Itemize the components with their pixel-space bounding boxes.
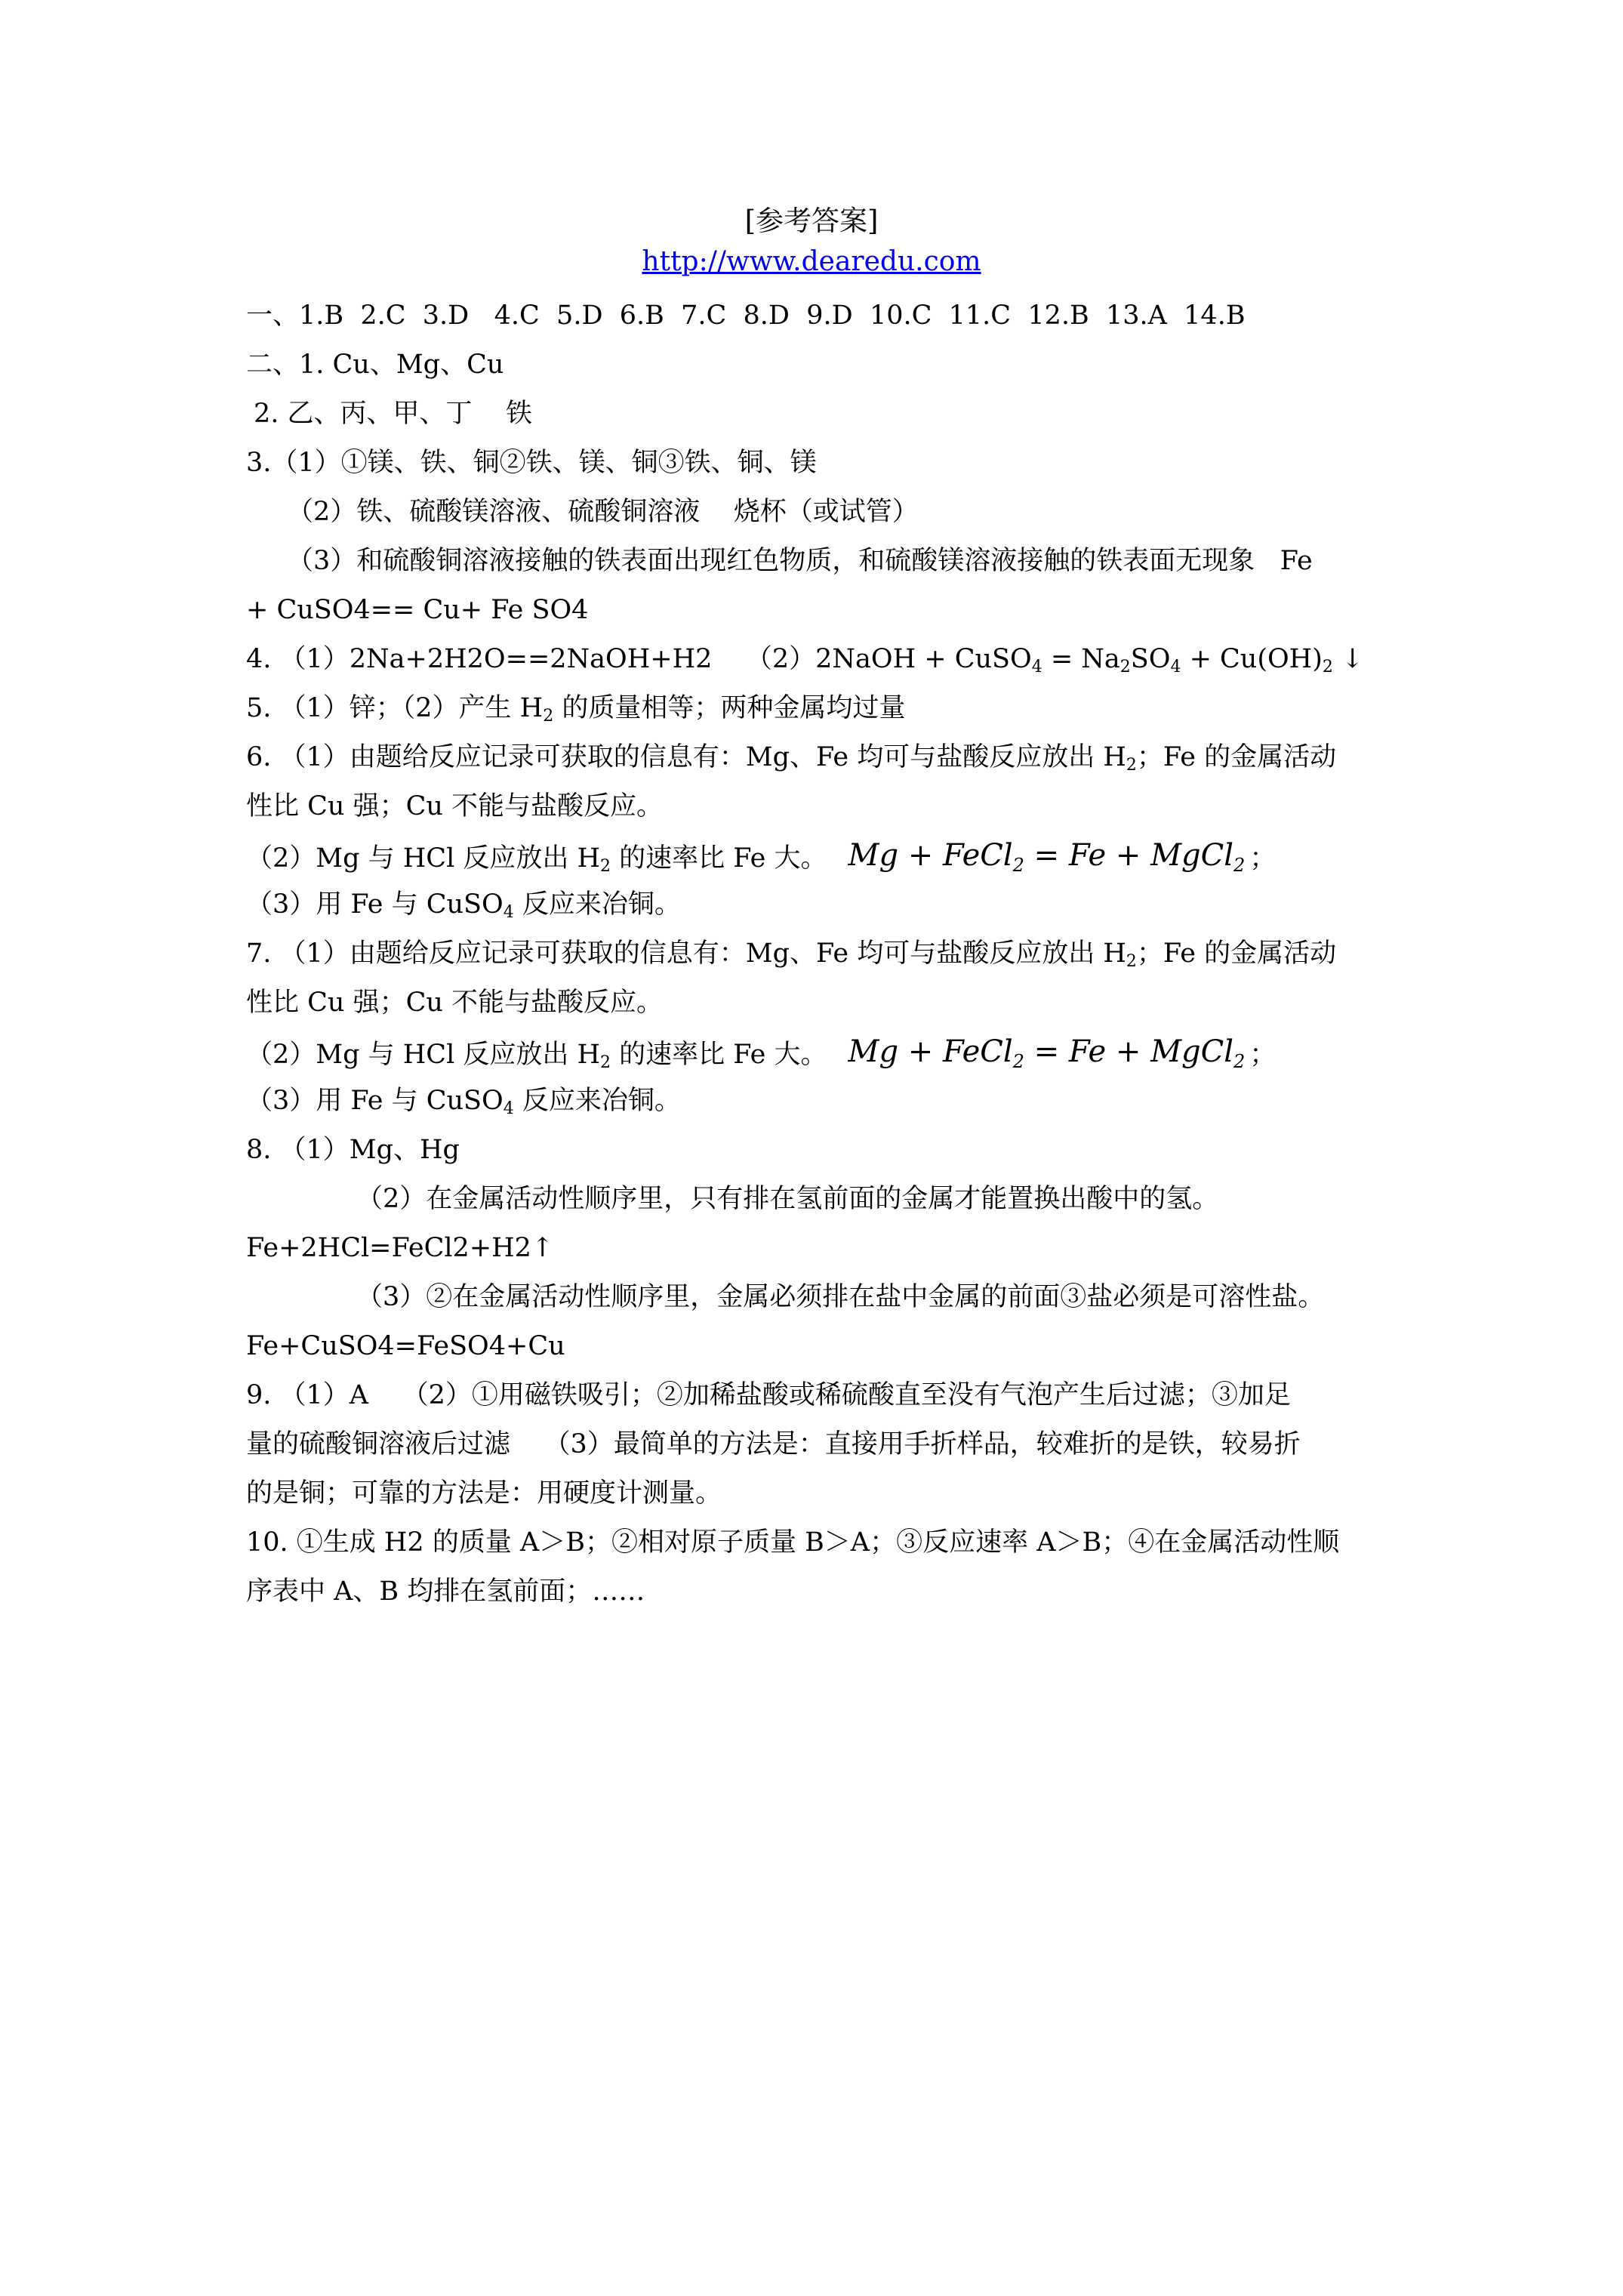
answer-q7-3: （3）用 Fe 与 CuSO$_4$ 反应来冶铜。 bbox=[246, 1086, 681, 1118]
answer-q7-1-cont: 性比 Cu 强；Cu 不能与盐酸反应。 bbox=[246, 988, 664, 1018]
answer-q9: 9. （1）A （2）①用磁铁吸引；②加稀盐酸或稀硫酸直至没有气泡产生后过滤；③加足 bbox=[246, 1380, 1291, 1410]
answer-q3-1: 3.（1）①镁、铁、铜②铁、镁、铜③铁、铜、镁 bbox=[246, 448, 817, 478]
answer-q3-3: （3）和硫酸铜溶液接触的铁表面出现红色物质，和硫酸镁溶液接触的铁表面无现象 Fe bbox=[287, 546, 1313, 576]
answer-q6-2: （2）Mg 与 HCl 反应放出 $H_2$ 的速率比 Fe 大。 Mg + FeCl$_2$ = Fe + MgCl$_2$ ； bbox=[246, 831, 1394, 880]
answer-body bbox=[246, 291, 1394, 1616]
answer-q10: 10. ①生成 H2 的质量 A＞B；②相对原子质量 B＞A；③反应速率 A＞B；④在金属活动性顺 bbox=[246, 1527, 1340, 1558]
answer-q7-2: （2）Mg 与 HCl 反应放出 $H_2$ 的速率比 Fe 大。 Mg + FeCl$_2$ = Fe + MgCl$_2$ ； bbox=[246, 1028, 1394, 1077]
answer-q8-2-equation: Fe+2HCl=FeCl2+H2↑ bbox=[246, 1233, 554, 1263]
website-link[interactable]: http://www.dearedu.com bbox=[642, 246, 981, 277]
answer-q7-1: 7. （1）由题给反应记录可获取的信息有：Mg、Fe 均可与盐酸反应放出 $H_2$；Fe 的金属活动 bbox=[246, 938, 1337, 971]
answer-q10-cont: 序表中 A、B 均排在氢前面；…… bbox=[246, 1576, 645, 1607]
answer-section-2-q2: 2. 乙、丙、甲、丁 铁 bbox=[254, 399, 533, 429]
answer-q3-3-cont: + CuSO4== Cu+ Fe SO4 bbox=[246, 595, 589, 625]
equation-image: Mg + FeCl$_2$ = Fe + MgCl$_2$ bbox=[848, 838, 1246, 876]
page-title: [参考答案] bbox=[744, 205, 879, 237]
answer-q6-1: 6. （1）由题给反应记录可获取的信息有：Mg、Fe 均可与盐酸反应放出 $H_2$；Fe 的金属活动 bbox=[246, 742, 1337, 775]
answer-q8-3: （3）②在金属活动性顺序里，金属必须排在盐中金属的前面③盐必须是可溶性盐。 bbox=[356, 1282, 1325, 1312]
answer-section-2-q1: 二、1. Cu、Mg、Cu bbox=[246, 350, 504, 380]
answer-q5: 5. （1）锌；（2）产生 $H_2$ 的质量相等；两种金属均过量 bbox=[246, 693, 906, 726]
answer-q9-cont2: 的是铜；可靠的方法是：用硬度计测量。 bbox=[246, 1478, 722, 1509]
answer-q9-cont: 量的硫酸铜溶液后过滤 （3）最简单的方法是：直接用手折样品，较难折的是铁，较易折 bbox=[246, 1429, 1301, 1459]
answer-q8-1: 8. （1）Mg、Hg bbox=[246, 1135, 460, 1165]
answer-section-1: 一、1.B 2.C 3.D 4.C 5.D 6.B 7.C 8.D 9.D 10.C 11.C 12.B 13.A 14.B bbox=[246, 300, 1246, 331]
answer-q4: 4. （1）2Na+2H2O==2NaOH+H2 （2）2NaOH + CuSO$_4$ = $Na_2SO_4 + Cu(OH)_2$ ↓ bbox=[246, 644, 1364, 676]
answer-q8-3-equation: Fe+CuSO4=FeSO4+Cu bbox=[246, 1331, 565, 1361]
answer-q8-2: （2）在金属活动性顺序里，只有排在氢前面的金属才能置换出酸中的氢。 bbox=[356, 1184, 1219, 1214]
equation-image: Mg + FeCl$_2$ = Fe + MgCl$_2$ bbox=[848, 1034, 1246, 1072]
answer-q3-2: （2）铁、硫酸镁溶液、硫酸铜溶液 烧杯（或试管） bbox=[287, 497, 919, 527]
answer-q6-3: （3）用 Fe 与 CuSO$_4$ 反应来冶铜。 bbox=[246, 889, 681, 922]
answer-q6-1-cont: 性比 Cu 强；Cu 不能与盐酸反应。 bbox=[246, 791, 664, 821]
